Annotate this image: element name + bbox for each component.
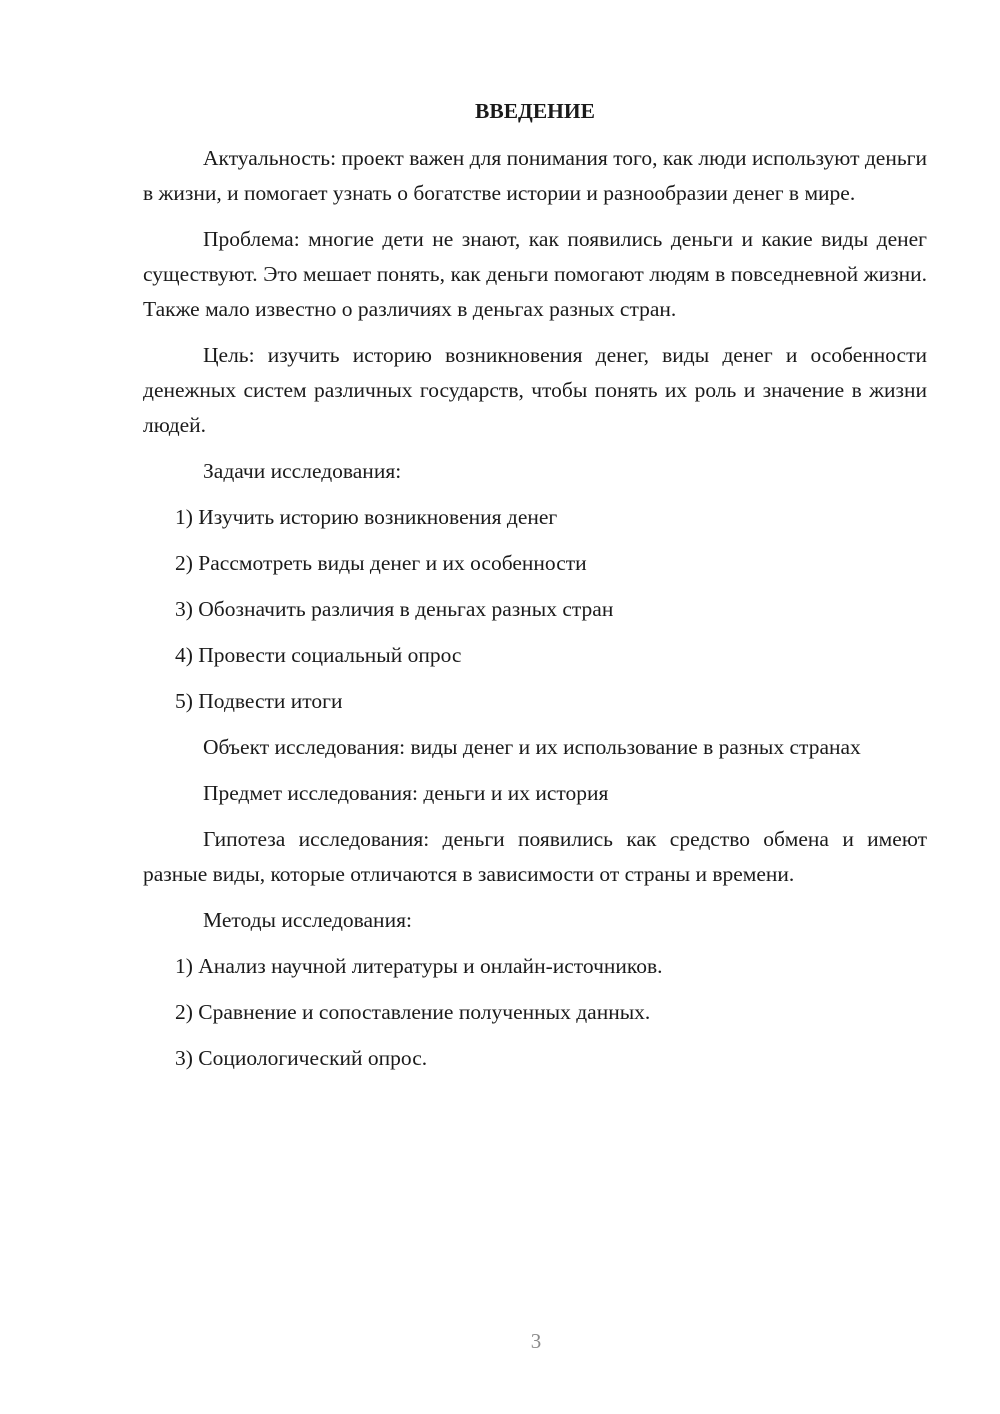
subject-paragraph: Предмет исследования: деньги и их история [203, 781, 609, 805]
tasks-heading: Задачи исследования: [203, 459, 402, 483]
problem-paragraph: Проблема: многие дети не знают, как появились деньги и какие виды денег существуют. Это мешает понять, как деньги помогают людям в повседневной жизни. Также мало известно о различиях в деньгах разных стран. [143, 227, 927, 321]
list-item: 4) Провести социальный опрос [175, 643, 462, 667]
list-item: 1) Анализ научной литературы и онлайн-источников. [175, 954, 663, 978]
list-item: 3) Социологический опрос. [175, 1046, 428, 1070]
methods-list [143, 949, 927, 1076]
goal-paragraph: Цель: изучить историю возникновения денег, виды денег и особенности денежных систем различных государств, чтобы понять их роль и значение в жизни людей. [143, 343, 927, 437]
object-paragraph: Объект исследования: виды денег и их использование в разных странах [203, 735, 861, 759]
list-item: 3) Обозначить различия в деньгах разных стран [175, 597, 614, 621]
hypothesis-paragraph: Гипотеза исследования: деньги появились как средство обмена и имеют разные виды, которые отличаются в зависимости от страны и времени. [143, 827, 927, 886]
relevance-paragraph: Актуальность: проект важен для понимания того, как люди используют деньги в жизни, и помогает узнать о богатстве истории и разнообразии денег в мире. [143, 146, 927, 205]
list-item: 2) Сравнение и сопоставление полученных данных. [175, 1000, 651, 1024]
methods-heading: Методы исследования: [203, 908, 412, 932]
list-item: 1) Изучить историю возникновения денег [175, 505, 558, 529]
page-number: 3 [530, 1329, 542, 1353]
list-item: 2) Рассмотреть виды денег и их особенности [175, 551, 587, 575]
section-title: ВВЕДЕНИЕ [475, 99, 595, 123]
page-content [143, 94, 927, 1087]
tasks-list [143, 500, 927, 719]
list-item: 5) Подвести итоги [175, 689, 343, 713]
